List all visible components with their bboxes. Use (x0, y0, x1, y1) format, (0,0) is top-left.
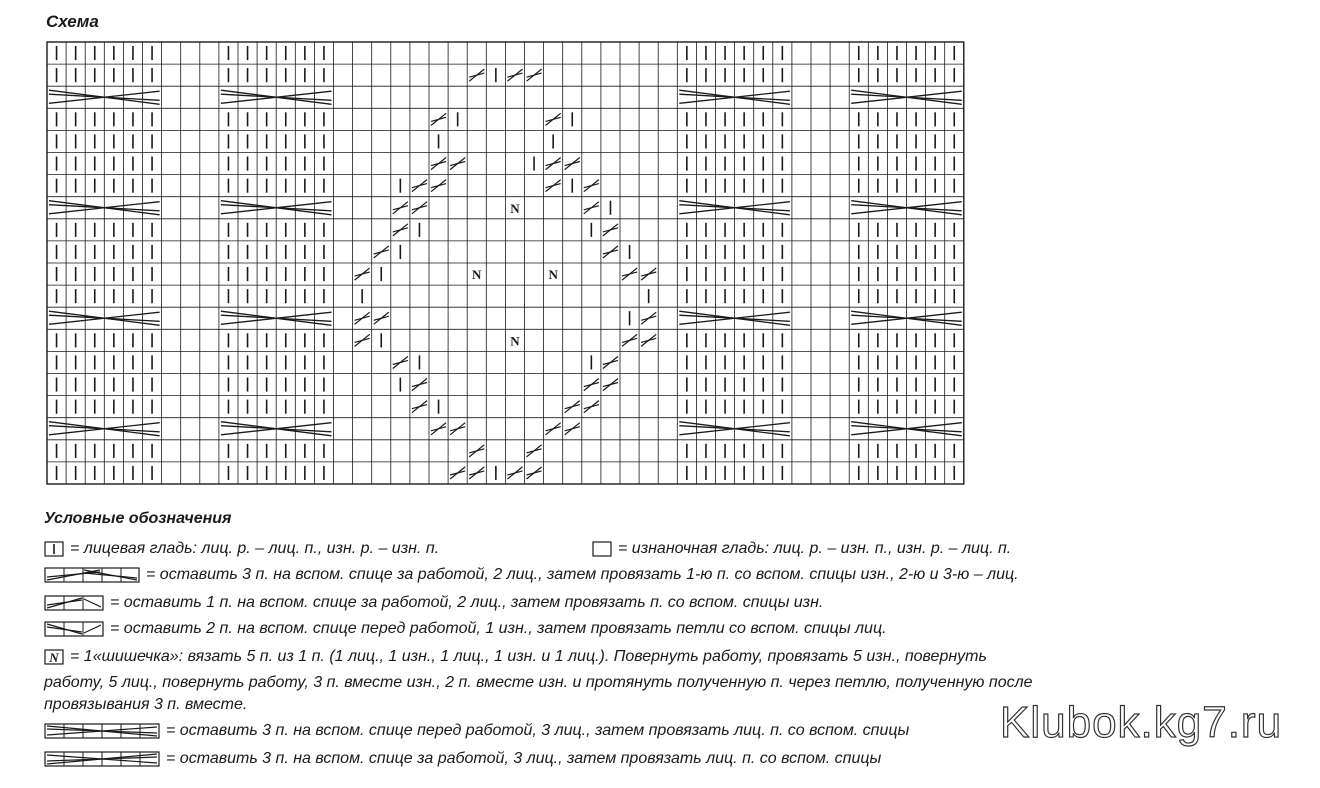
cross-5-stitch-icon (44, 567, 140, 583)
cross-mark (546, 117, 561, 121)
cross-mark (584, 405, 599, 409)
cross-mark (546, 162, 561, 166)
cross-mark (412, 184, 427, 188)
cross-mark (546, 427, 561, 431)
cross-mark (450, 427, 465, 431)
legend-cable-back-text: = оставить 3 п. на вспом. спице за работой, 3 лиц., затем провязать лиц. п. со вспом. спицы (166, 750, 882, 767)
cross-mark (431, 162, 446, 166)
cross-mark (507, 471, 522, 475)
chart-title: Схема (46, 12, 99, 31)
legend-knit-text: = лицевая гладь: лиц. р. – лиц. п., изн. р. – изн. п. (70, 540, 440, 557)
cable-6-front-icon (44, 723, 160, 739)
legend-purl-text: = изнаночная гладь: лиц. р. – изн. п., изн. р. – лиц. п. (618, 540, 1012, 557)
legend-cable-front (44, 720, 909, 742)
bobble-mark: N (510, 200, 520, 216)
legend-bobble-text-1: = 1«шишечка»: вязать 5 п. из 1 п. (1 лиц., 1 изн., 1 лиц., 1 изн. и 1 лиц.). Повернуть работу, провязать 5 изн., повернуть (70, 648, 987, 665)
legend-cable-front-text: = оставить 3 п. на вспом. спице перед работой, 3 лиц., затем провязать лиц. п. со вспом. спицы (166, 722, 910, 739)
cross-mark (355, 338, 370, 342)
cross-mark (527, 449, 542, 453)
cross-mark (469, 471, 484, 475)
cross-mark (641, 316, 656, 320)
legend-knit (44, 538, 439, 560)
legend-bobble (44, 646, 987, 668)
legend-cross-3-back (44, 564, 1019, 586)
cross-mark (450, 471, 465, 475)
legend-cross-3-back-text: = оставить 3 п. на вспом. спице за работой, 2 лиц., затем провязать 1-ю п. со вспом. спицы изн., 2-ю и 3-ю – лиц. (146, 566, 1019, 583)
legend-cross-2-front (44, 618, 887, 640)
legend-bobble-text-2: работу, 5 лиц., повернуть работу, 3 п. вместе изн., 2 п. вместе изн. и протянуть полученную п. через петлю, полученную после (44, 674, 1033, 691)
cross-mark (565, 427, 580, 431)
chart-grid (47, 42, 964, 484)
cross-mark (603, 228, 618, 232)
cross-mark (584, 184, 599, 188)
cross-mark (622, 272, 637, 276)
cross-mark (412, 206, 427, 210)
svg-text:N: N (49, 649, 59, 665)
cross-3-front-icon (44, 621, 104, 637)
legend-purl (592, 538, 1011, 560)
cross-mark (355, 272, 370, 276)
bobble-mark: N (548, 267, 558, 283)
cross-mark (412, 405, 427, 409)
cross-mark (393, 228, 408, 232)
cross-mark (565, 162, 580, 166)
cross-mark (584, 383, 599, 387)
legend-cross-2-front-text: = оставить 2 п. на вспом. спице перед работой, 1 изн., затем провязать петли со вспом. спицы лиц. (110, 620, 887, 637)
cross-mark (546, 184, 561, 188)
cross-mark (450, 162, 465, 166)
cross-mark (527, 73, 542, 77)
cross-mark (469, 449, 484, 453)
cable-6-back-icon (44, 751, 160, 767)
cross-mark (431, 184, 446, 188)
cross-mark (641, 272, 656, 276)
cross-mark (641, 338, 656, 342)
cross-mark (355, 316, 370, 320)
cross-mark (622, 338, 637, 342)
purl-stitch-icon (592, 541, 612, 557)
bobble-mark: N (472, 267, 482, 283)
cross-3-stitch-icon (44, 595, 104, 611)
cross-mark (507, 73, 522, 77)
bobble-mark: N (510, 333, 520, 349)
cross-mark (431, 427, 446, 431)
watermark: Klubok.kg7.ru (1000, 698, 1283, 747)
cross-mark (374, 250, 389, 254)
legend-cable-back (44, 748, 881, 770)
bobble-icon (44, 649, 64, 665)
legend-bobble-text-3: провязывания 3 п. вместе. (44, 696, 248, 713)
cross-mark (565, 405, 580, 409)
cross-mark (584, 206, 599, 210)
cross-mark (469, 73, 484, 77)
cross-mark (527, 471, 542, 475)
cross-mark (603, 360, 618, 364)
cross-mark (603, 383, 618, 387)
legend-cross-1-back (44, 592, 823, 614)
knit-stitch-icon (44, 541, 64, 557)
cross-mark (431, 117, 446, 121)
legend-cross-1-back-text: = оставить 1 п. на вспом. спице за работой, 2 лиц., затем провязать п. со вспом. спицы изн. (110, 594, 824, 611)
legend-title: Условные обозначения (44, 510, 232, 527)
cross-mark (412, 383, 427, 387)
cross-mark (374, 316, 389, 320)
cross-mark (393, 360, 408, 364)
cross-mark (603, 250, 618, 254)
cross-mark (393, 206, 408, 210)
